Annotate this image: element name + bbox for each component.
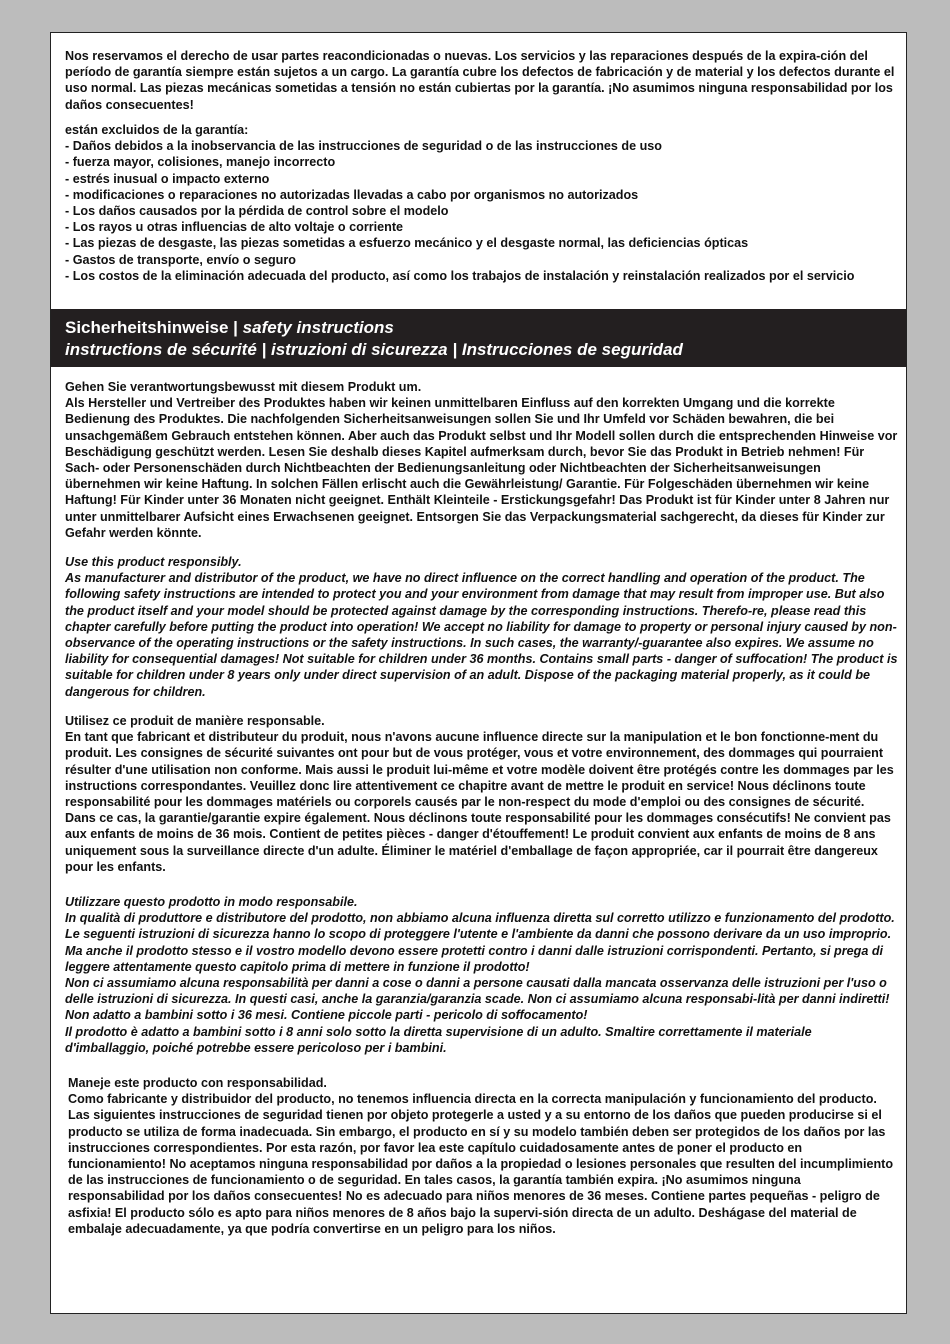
banner-line-1 bbox=[65, 317, 892, 339]
manual-page bbox=[50, 32, 907, 1314]
section-heading: Utilizzare questo prodotto in modo responsabile. bbox=[65, 895, 358, 909]
section-body: In qualità di produttore e distributore del prodotto, non abbiamo alcuna influenza diretta sul corretto utilizzo e funzionamento del prodotto. Le seguenti istruzioni di sicurezza hanno lo scopo di proteggere l'utente e l'ambiente da danni che possono derivare da un uso improprio. Ma anche il prodotto stesso e il vostro modello devono essere protetti contro i danni dalle istruzioni corrispondenti. Pertanto, si prega di leggere attentamente questo capitolo prima di mettere in funzione il prodotto! bbox=[65, 911, 895, 974]
list-item: - fuerza mayor, colisiones, manejo incorrecto bbox=[65, 155, 336, 170]
banner-title-fr: instructions de sécurité bbox=[65, 340, 257, 359]
banner-title-en: safety instructions bbox=[242, 318, 394, 337]
section-body: Als Hersteller und Vertreiber des Produktes haben wir keinen unmittelbaren Einfluss auf den korrekten Umgang und die korrekte Bedienung des Produktes. Die nachfolgenden Sicherheitsanweisungen sollen Sie und Ihr Umfeld vor Schäden bewahren, die bei unsachgemäßem Gebrauch entstehen können. Aber auch das Produkt selbst und Ihr Modell sollen durch die entsprechenden Hinweise vor Beschädigung geschützt werden. Lesen Sie deshalb dieses Kapitel aufmerksam durch, bevor Sie das Produkt in Betrieb nehmen! Für Sach- oder Personenschäden durch Nichtbeachten der Bedienungsanleitung oder Nichtbeachten der Sicherheitsanweisungen übernehmen wir keine Haftung. In solchen Fällen erlischt auch die Gewährleistung/ Garantie. Für Folgeschäden übernehmen wir keine Haftung! Für Kinder unter 36 Monaten nicht geeignet. Enthält Kleinteile - Erstickungsgefahr! Das Produkt ist für Kinder unter 8 Jahren nur unter unmittelbarer Aufsicht eines Erwachsenen geeignet. Entsorgen Sie das Verpackungsmaterial sachgerecht, da dieses für Kinder zur Gefahr werden könnte. bbox=[65, 396, 898, 540]
list-item: - Las piezas de desgaste, las piezas sometidas a esfuerzo mecánico y el desgaste normal, las deficiencias ópticas bbox=[65, 236, 749, 251]
warranty-intro bbox=[65, 48, 898, 113]
banner-title-de: Sicherheitshinweise | bbox=[65, 318, 243, 337]
list-item: - modificaciones o reparaciones no autorizadas llevadas a cabo por organismos no autorizados bbox=[65, 187, 639, 202]
section-body: Non ci assumiamo alcuna responsabilità per danni a cose o danni a persone causati dalla mancata osservanza delle istruzioni per l'uso o delle istruzioni di sicurezza. In questi casi, anche la garanzia/garanzia scade. Non ci assumiamo alcuna responsabi-lità per danni indiretti! Non adatto a bambini sotto i 36 mesi. Contiene piccole parti - pericolo di soffocamento! bbox=[65, 976, 890, 1023]
list-item: - Los daños causados por la pérdida de control sobre el modelo bbox=[65, 204, 449, 219]
safety-section-it bbox=[65, 894, 898, 1056]
banner-line-2 bbox=[65, 339, 892, 361]
list-item: - Los costos de la eliminación adecuada del producto, así como los trabajos de instalación y reinstalación realizados por el servicio bbox=[65, 268, 855, 283]
list-item: - estrés inusual o impacto externo bbox=[65, 171, 270, 186]
section-body: As manufacturer and distributor of the product, we have no direct influence on the correct handling and operation of the product. The following safety instructions are intended to protect you and your environment from damage that may result from improper use. But also the product itself and your model should be protected against damage by the corresponding instructions. Therefo-re, please read this chapter carefully before putting the product into operation! We accept no liability for damage to property or personal injury caused by non-observance of the operating instructions or the safety instructions. In such cases, the warranty/-guarantee also expires. We assume no liability for consequential damages! Not suitable for children under 36 months. Contains small parts - danger of suffocation! The product is suitable for children under 8 years only under direct supervision of an adult. Dispose of the packaging material properly, as it could be dangerous for children. bbox=[65, 571, 898, 699]
safety-section-de bbox=[65, 379, 898, 541]
safety-section-en bbox=[65, 554, 898, 700]
banner-title-it: istruzioni di sicurezza bbox=[270, 340, 448, 359]
list-item: - Gastos de transporte, envío o seguro bbox=[65, 252, 296, 267]
banner-separator: | bbox=[447, 340, 462, 359]
banner-title-es: Instrucciones de seguridad bbox=[461, 340, 683, 359]
warranty-intro-text: Nos reservamos el derecho de usar partes reacondicionadas o nuevas. Los servicios y las reparaciones después de la expira-ción del período de garantía siempre están sujetos a un cargo. La garantía cubre los defectos de fabricación y de material y los defectos durante el uso normal. Las piezas mecánicas sometidas a tensión no están cubiertas por la garantía. ¡No asumimos ninguna responsabilidad por los daños consecuentes! bbox=[65, 49, 895, 112]
section-heading: Gehen Sie verantwortungsbewusst mit diesem Produkt um. bbox=[65, 380, 422, 394]
section-body: Como fabricante y distribuidor del producto, no tenemos influencia directa en la correcta manipulación y funcionamiento del producto. Las siguientes instrucciones de seguridad tienen por objeto protegerle a usted y a su entorno de los daños que pueden producirse si el producto se utiliza de forma inadecuada. Sin embargo, el producto en sí y su modelo también deben ser protegidos de los daños por las instrucciones correspondientes. Por esta razón, por favor lea este capítulo cuidadosamente antes de poner el producto en funcionamiento! No aceptamos ninguna responsabilidad por daños a la propiedad o lesiones personales que resulten del incumplimiento de las instrucciones de funcionamiento o de seguridad. En tales casos, la garantía también expira. ¡No asumimos ninguna responsabilidad por los daños consecuentes! No es adecuado para niños menores de 36 meses. Contiene partes pequeñas - peligro de asfixia! El producto sólo es apto para niños menores de 8 años bajo la supervi-sión directa de un adulto. Deshágase del material de embalaje adecuadamente, ya que podría convertirse en un peligro para los niños. bbox=[68, 1092, 894, 1236]
safety-banner bbox=[51, 309, 906, 367]
section-heading: Maneje este producto con responsabilidad. bbox=[68, 1076, 327, 1090]
section-body: Il prodotto è adatto a bambini sotto i 8 anni solo sotto la diretta supervisione di un adulto. Smaltire correttamente il materiale d'imballaggio, poiché potrebbe essere pericoloso per i bambini. bbox=[65, 1024, 812, 1055]
warranty-exclusions bbox=[65, 122, 898, 284]
list-item: - Daños debidos a la inobservancia de las instrucciones de seguridad o de las instrucciones de uso bbox=[65, 139, 662, 154]
list-item: - Los rayos u otras influencias de alto voltaje o corriente bbox=[65, 220, 404, 235]
safety-section-es bbox=[68, 1075, 898, 1237]
exclusions-heading: están excluidos de la garantía: bbox=[65, 123, 249, 137]
section-heading: Utilisez ce produit de manière responsable. bbox=[65, 714, 325, 728]
exclusions-list bbox=[65, 138, 898, 284]
banner-separator: | bbox=[256, 340, 271, 359]
section-heading: Use this product responsibly. bbox=[65, 555, 242, 569]
safety-section-fr bbox=[65, 713, 898, 875]
section-body: En tant que fabricant et distributeur du produit, nous n'avons aucune influence directe sur la manipulation et le bon fonctionne-ment du produit. Les consignes de sécurité suivantes ont pour but de vous protéger, vous et votre environnement, des dommages qui pourraient résulter d'une utilisation non conforme. Mais aussi le produit lui-même et votre modèle doivent être protégés contre les dommages par les instructions correspondantes. Veuillez donc lire attentivement ce chapitre avant de mettre le produit en service! Nous déclinons toute responsabilité pour les dommages matériels ou corporels causés par le non-respect du mode d'emploi ou des consignes de sécurité. Dans ce cas, la garantie/garantie expire également. Nous déclinons toute responsabilité pour les dommages consécutifs! Ne convient pas aux enfants de moins de 36 mois. Contient de petites pièces - danger d'étouffement! Le produit convient aux enfants de moins de 8 ans uniquement sous la surveillance directe d'un adulte. Éliminer le matériel d'emballage de façon appropriée, car il pourrait être dangereux pour les enfants. bbox=[65, 730, 894, 874]
